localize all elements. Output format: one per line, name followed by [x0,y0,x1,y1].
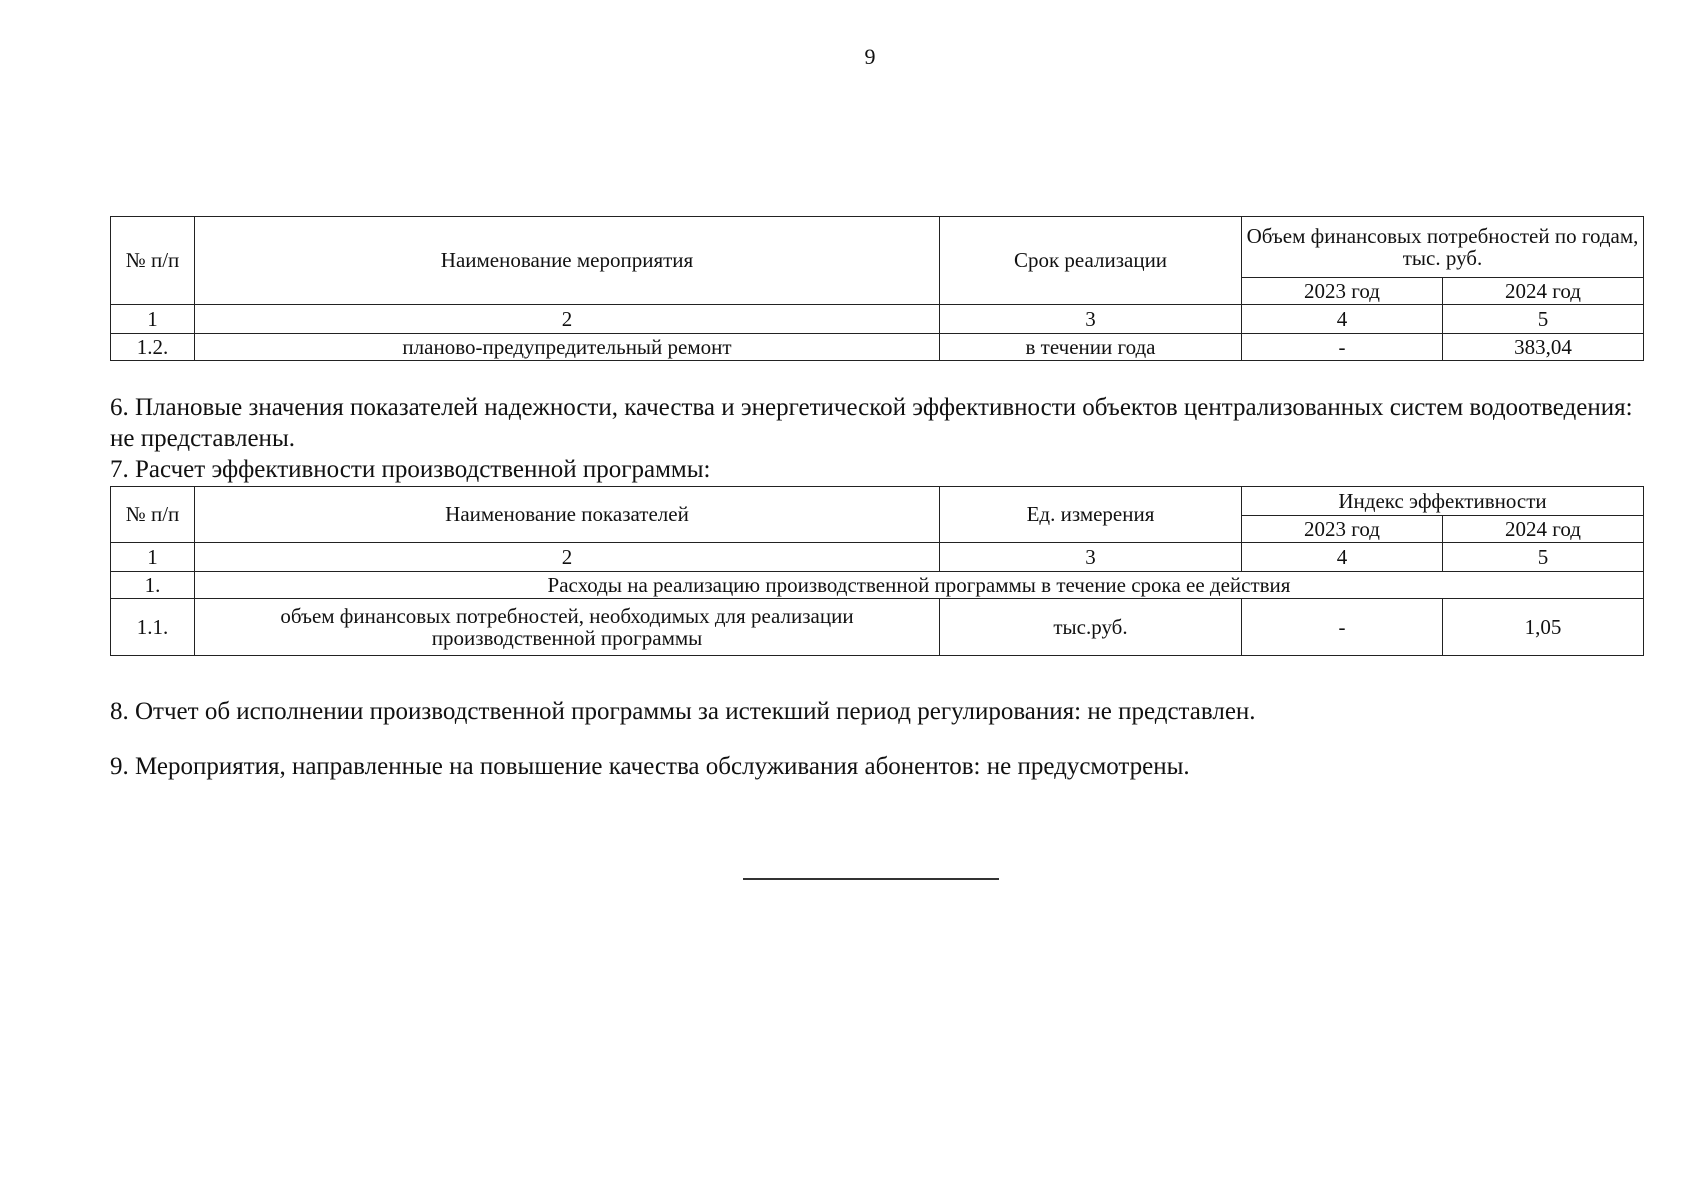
header-year-2023: 2023 год [1242,278,1443,305]
row-num: 1.1. [111,599,195,656]
col-number: 5 [1443,305,1644,334]
row-unit: тыс.руб. [940,599,1242,656]
header-year-2024: 2024 год [1443,278,1644,305]
row-indicator-name: объем финансовых потребностей, необходимых для реализации производственной программы [195,599,940,656]
col-number: 4 [1242,543,1443,572]
header-activity-name: Наименование мероприятия [195,217,940,305]
header-unit: Ед. измерения [940,487,1242,543]
group-text: Расходы на реализацию производственной программы в течение срока ее действия [195,572,1644,599]
col-number: 5 [1443,543,1644,572]
page-number: 9 [864,44,876,69]
header-num: № п/п [111,217,195,305]
col-number: 3 [940,305,1242,334]
col-number: 2 [195,543,940,572]
column-numbers-row [111,543,1644,572]
section-9-text: 9. Мероприятия, направленные на повышение качества обслуживания абонентов: не предусмотрены. [110,753,1190,780]
header-financial-volume: Объем финансовых потребностей по годам, тыс. руб. [1242,217,1644,278]
section-6-text: 6. Плановые значения показателей надежности, качества и энергетической эффективности объектов централизованных систем водоотведения: не представлены. [110,394,1633,452]
table-row [111,599,1644,656]
row-term: в течении года [940,334,1242,361]
section-8-text: 8. Отчет об исполнении производственной программы за истекший период регулирования: не представлен. [110,698,1256,725]
row-value-2024: 1,05 [1443,599,1644,656]
row-value-2023: - [1242,334,1443,361]
header-year-2024: 2024 год [1443,516,1644,543]
col-number: 1 [111,305,195,334]
row-activity-name: планово-предупредительный ремонт [195,334,940,361]
header-num: № п/п [111,487,195,543]
col-number: 1 [111,543,195,572]
table-row [111,334,1644,361]
row-value-2024: 383,04 [1443,334,1644,361]
row-num: 1.2. [111,334,195,361]
efficiency-table [110,486,1644,656]
header-efficiency-index: Индекс эффективности [1242,487,1644,516]
column-numbers-row [111,305,1644,334]
end-divider [743,878,999,880]
table-group-row [111,572,1644,599]
header-term: Срок реализации [940,217,1242,305]
col-number: 3 [940,543,1242,572]
activities-table [110,216,1644,361]
group-num: 1. [111,572,195,599]
section-7-heading: 7. Расчет эффективности производственной программы: [110,456,711,483]
row-value-2023: - [1242,599,1443,656]
col-number: 4 [1242,305,1443,334]
header-year-2023: 2023 год [1242,516,1443,543]
col-number: 2 [195,305,940,334]
header-indicator-name: Наименование показателей [195,487,940,543]
